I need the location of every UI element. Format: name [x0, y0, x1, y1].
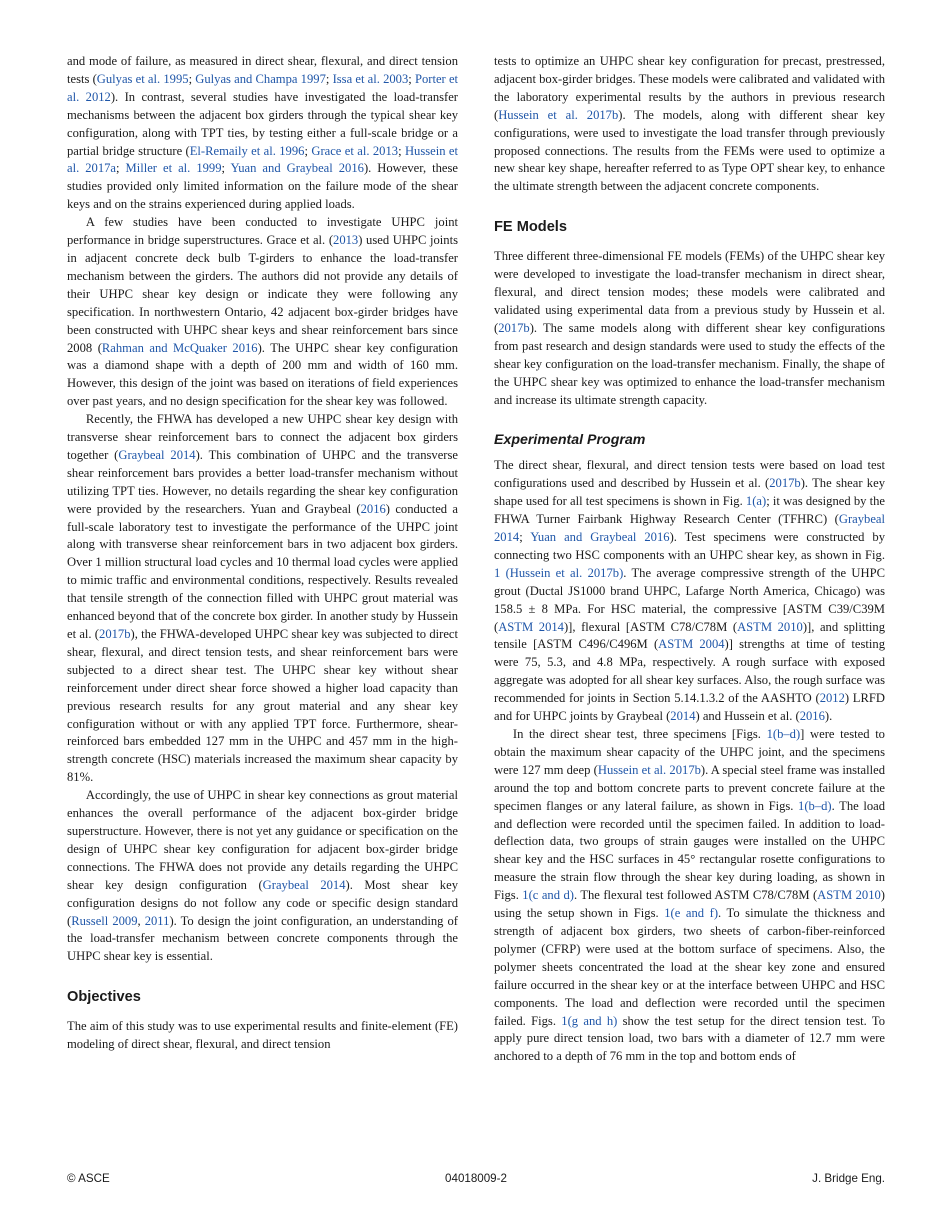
citation-link[interactable]: 2017b	[99, 627, 131, 641]
citation-link[interactable]: 2014	[670, 709, 696, 724]
footer-page-id: 04018009-2	[445, 1172, 507, 1185]
citation-link[interactable]: 1(c and d)	[522, 888, 574, 903]
paragraph: A few studies have been conducted to investigate UHPC joint performance in bridge superstructures. Grace et al. (2013) used UHPC joints in adjacent concrete deck bulb T-girders to enhance the load-transfer mechanism between the girders. The authors did not provide any details of their UHPC shear key design or indicate they were following any specification. In northwestern Ontario, 42 adjacent box-girder bridges have been constructed with UHPC shear keys and shear reinforcement bars since 2008 (Rahman and McQuaker 2016). The UHPC shear key configuration was a diamond shape with a depth of 200 mm and width of 160 mm. However, this design of the joint was based on iterations of field experiences over past years, and no design specification for the shear key was followed.	[67, 215, 458, 409]
citation-link[interactable]: Yuan and Graybeal 2016	[230, 161, 364, 176]
paragraph: and mode of failure, as measured in direct shear, flexural, and direct tension tests (Gulyas et al. 1995; Gulyas and Champa 1997; Issa et al. 2003; Porter et al. 2012). In contrast, several studies have investigated the load-transfer mechanisms between the adjacent box girders through the typical shear key configuration, along with TPT ties, by testing either a full-scale bridge or a partial bridge structure (El-Remaily et al. 1996; Grace et al. 2013; Hussein et al. 2017a; Miller et al. 1999; Yuan and Graybeal 2016). However, these studies provided only limited information on the failure mode of the shear keys and on the strains experienced during applied loads.	[67, 54, 459, 212]
citation-link[interactable]: 1(a)	[745, 494, 767, 509]
citation-link[interactable]: Miller et al. 1999	[125, 161, 222, 176]
section-heading-fe-models: FE Models	[494, 219, 567, 236]
citation-link[interactable]: Hussein et al. 2017b	[498, 107, 619, 122]
paragraph: tests to optimize an UHPC shear key configuration for precast, prestressed, adjacent box-girder bridges. These models were calibrated and validated with the laboratory experimental results by the authors in previous research (Hussein et al. 2017b). The models, along with different shear key configurations, were used to investigate the load transfer through previously proposed connections. The results from the FEMs were used to optimize a new shear key shape, hereafter referred to as Type OPT shear key, to enhance the ultimate strength between the adjacent concrete components.	[494, 54, 885, 194]
paragraph: Three different three-dimensional FE models (FEMs) of the UHPC shear key were developed to investigate the load-transfer mechanism in direct shear, flexural, and direct tension modes; these models were calibrated and validated using experimental data from a previous study by Hussein et al. (2017b). The same models along with different shear key configurations from past research and design standards were used to study the effects of the shear key configuration on the load-transfer mechanism. Finally, the shape of the UHPC shear key was optimized to enhance the load-transfer mechanism and increase its ultimate strength capacity.	[494, 249, 885, 407]
citation-link[interactable]: 1(b–d)	[798, 798, 832, 813]
citation-link[interactable]: ASTM 2010	[737, 619, 803, 634]
citation-link[interactable]: Gulyas et al. 1995	[96, 71, 189, 86]
citation-link[interactable]: 2017b	[498, 320, 530, 335]
citation-link[interactable]: ASTM 2004	[658, 637, 725, 652]
citation-link[interactable]: 2017b	[769, 476, 801, 491]
page-footer	[67, 1172, 885, 1188]
citation-link[interactable]: 1 (Hussein et al. 2017b)	[494, 565, 624, 580]
citation-link[interactable]: Grace et al. 2013	[311, 143, 399, 158]
citation-link[interactable]: El-Remaily et al. 1996	[189, 143, 305, 158]
citation-link[interactable]: Gulyas and Champa 1997	[195, 71, 326, 86]
citation-link[interactable]: Yuan and Graybeal 2016	[530, 530, 670, 545]
citation-link[interactable]: 1(b–d)	[766, 727, 801, 741]
citation-link[interactable]: Graybeal 2014	[118, 447, 196, 462]
citation-link[interactable]: Issa et al. 2003	[332, 71, 409, 86]
citation-link[interactable]: 2012	[819, 691, 845, 706]
citation-link[interactable]: 2016	[360, 501, 386, 516]
citation-link[interactable]: Rahman and McQuaker 2016	[101, 340, 258, 355]
footer-journal: J. Bridge Eng.	[812, 1172, 885, 1185]
citation-link[interactable]: Hussein et al. 2017a	[67, 143, 458, 176]
citation-link[interactable]: ASTM 2014	[498, 619, 564, 634]
citation-link[interactable]: 2013	[333, 233, 359, 248]
citation-link[interactable]: Graybeal 2014	[494, 512, 885, 545]
left-column	[67, 53, 458, 1054]
citation-link[interactable]: Porter et al. 2012	[67, 71, 459, 104]
paragraph: Accordingly, the use of UHPC in shear key connections as grout material enhances the overall performance of the adjacent box-girder bridge superstructure. However, there is not yet any guidance or specification on the design of UHPC shear key configuration for adjacent box-girder bridge connections. The FHWA does not provide any details regarding the UHPC shear key design configuration (Graybeal 2014). Most shear key configuration designs do not follow any code or specific design standard (Russell 2009, 2011). To design the joint configuration, an understanding of the load-transfer mechanism between concrete components through the UHPC shear key is essential.	[67, 788, 458, 964]
citation-link[interactable]: 1(e and f)	[664, 906, 719, 921]
section-heading-objectives: Objectives	[67, 989, 141, 1006]
citation-link[interactable]: 2016	[799, 709, 825, 724]
right-column	[494, 53, 885, 1066]
citation-link[interactable]: ASTM 2010	[817, 888, 881, 903]
paragraph: The aim of this study was to use experimental results and finite-element (FE) modeling of direct shear, flexural, and direct tension	[67, 1019, 458, 1052]
paragraph: The direct shear, flexural, and direct tension tests were based on load test configurations used and described by Hussein et al. (2017b). The shear key shape used for all test specimens is shown in Fig. 1(a); it was designed by the FHWA Turner Fairbank Highway Research Center (TFHRC) (Graybeal 2014; Yuan and Graybeal 2016). Test specimens were constructed by connecting two HSC components with an UHPC shear key, as shown in Fig. 1 (Hussein et al. 2017b). The average compressive strength of the UHPC grout (Ductal JS1000 brand UHPC, Lafarge North America, Chicago) was 158.5 ± 8 MPa. For HSC material, the compressive [ASTM C39/C39M (ASTM 2014)], flexural [ASTM C78/C78M (ASTM 2010)], and splitting tensile [ASTM C496/C496M (ASTM 2004)] strengths at time of testing were 75, 5.3, and 4.8 MPa, respectively. A rough surface with exposed aggregate was adopted for all shear key surfaces. Also, the rough surface was recommended for joints in Section 5.14.1.3.2 of the AASHTO (2012) LRFD and for UHPC joints by Graybeal (2014) and Hussein et al. (2016).	[494, 458, 885, 724]
paragraph: In the direct shear test, three specimens [Figs. 1(b–d)] were tested to obtain the maximum shear capacity of the UHPC joint, and the specimens were 127 mm deep (Hussein et al. 2017b). A special steel frame was installed around the top and bottom concrete parts to prevent concrete failure at the specimen flanges or any lateral failure, as shown in Figs. 1(b–d). The load and deflection were recorded until the specimen failed. In addition to load-deflection data, two groups of strain gauges were installed on the UHPC shear key and the HSC surfaces in 45° rectangular rosette configurations to measure the strain flow through the shear key during loading, as shown in Figs. 1(c and d). The flexural test followed ASTM C78/C78M (ASTM 2010) using the setup shown in Figs. 1(e and f). To simulate the thickness and strength of adjacent box girders, two sheets of carbon-fiber-reinforced polymer (CFRP) were used at the bottom surface of specimens. Also, the polymer sheets concentrated the load at the shear key zone and ensured failure occurred in the shear key or at the interface between UHPC and HSC components. The load and deflection were recorded until the specimen failed. Figs. 1(g and h) show the test setup for the direct tension test. To apply pure direct tension load, two bars with a diameter of 12.7 mm were anchored to a depth of 76 mm in the top and bottom ends of	[494, 727, 886, 1064]
citation-link[interactable]: Graybeal 2014	[262, 877, 346, 892]
citation-link[interactable]: 1(g and h)	[561, 1013, 618, 1028]
subsection-heading-experimental-program: Experimental Program	[494, 432, 646, 449]
citation-link[interactable]: Hussein et al. 2017b	[597, 762, 701, 777]
citation-link[interactable]: Russell 2009	[71, 913, 138, 928]
citation-link[interactable]: 2011	[144, 913, 170, 928]
footer-copyright: © ASCE	[67, 1172, 110, 1185]
paragraph: Recently, the FHWA has developed a new UHPC shear key design with transverse shear reinforcement bars to connect the adjacent box girders together (Graybeal 2014). This combination of UHPC and the transverse shear reinforcement bars provides a better load-transfer mechanism without utilizing TPT ties. However, no details regarding the shear key configuration were provided by the researchers. Yuan and Graybeal (2016) conducted a full-scale laboratory test to investigate the performance of the UHPC joint along with transverse shear reinforcement bars in two adjacent box girders. Over 1 million structural load cycles and 10 thermal load cycles were applied to mimic traffic and environmental conditions, respectively. Results revealed that tensile strength of the connection filled with UHPC grout material was enhanced beyond that of the concrete box girder. In another study by Hussein et al. (2017b), the FHWA-developed UHPC shear key was subjected to direct shear, flexural, and direct tension tests, and shear reinforcement bars were subjected to a direct shear test. The UHPC shear key without shear reinforcement under direct shear force showed a higher load capacity than previous research results for any grout material and any shear key configuration without or with any applied TPT force. Furthermore, shear-reinforced bars embedded 127 mm in the UHPC and 457 mm in the high-strength concrete (HSC) materials increased the maximum shear capacity by 81%.	[67, 412, 458, 785]
